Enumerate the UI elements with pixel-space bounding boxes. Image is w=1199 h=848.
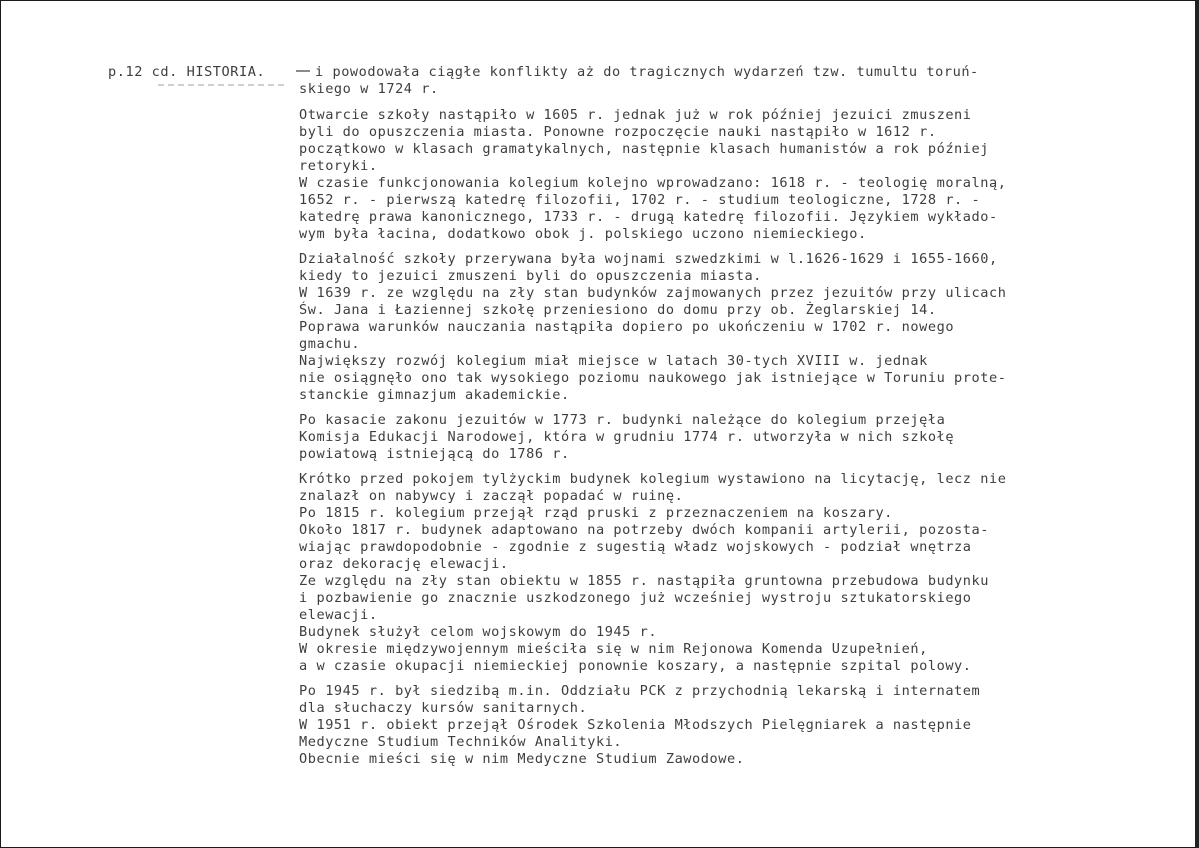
text-line: Komisja Edukacji Narodowej, która w grudniu 1774 r. utworzyła w nich szkołę xyxy=(299,429,955,445)
text-line: oraz dekorację elewacji. xyxy=(299,556,509,572)
text-line: retoryki. xyxy=(299,158,378,174)
text-line: skiego w 1724 r. xyxy=(299,81,439,97)
text-line: gmachu. xyxy=(299,336,361,352)
text-line: znalazł on nabywcy i zaczął popadać w ruinę. xyxy=(299,488,684,504)
text-line: Po 1815 r. kolegium przejął rząd pruski z przeznaczeniem na koszary. xyxy=(299,505,893,521)
text-line: Św. Jana i Łaziennej szkołę przeniesiono do domu przy ob. Żeglarskiej 14. xyxy=(299,302,937,318)
header-dash-mark xyxy=(296,70,310,72)
text-line: stanckie gimnazjum akademickie. xyxy=(299,387,570,403)
text-line: W 1951 r. obiekt przejął Ośrodek Szkolenia Młodszych Pielęgniarek a następnie xyxy=(299,717,972,733)
faint-smudge xyxy=(158,84,286,86)
text-line: wym była łacina, dodatkowo obok j. polskiego uczono niemieckiego. xyxy=(299,226,867,242)
text-line: początkowo w klasach gramatykalnych, następnie klasach humanistów a rok później xyxy=(299,141,989,157)
text-line: W czasie funkcjonowania kolegium kolejno wprowadzano: 1618 r. - teologię moralną, xyxy=(299,175,1007,191)
text-line: byli do opuszczenia miasta. Ponowne rozpoczęcie nauki nastąpiło w 1612 r. xyxy=(299,124,937,140)
text-line: W okresie międzywojennym mieściła się w nim Rejonowa Komenda Uzupełnień, xyxy=(299,641,928,657)
text-line: Ze względu na zły stan obiektu w 1855 r. nastąpiła gruntowna przebudowa budynku xyxy=(299,573,989,589)
text-line: katedrę prawa kanonicznego, 1733 r. - drugą katedrę filozofii. Językiem wykłado- xyxy=(299,209,998,225)
text-line: a w czasie okupacji niemieckiej ponownie koszary, a następnie szpital polowy. xyxy=(299,658,972,674)
text-line: Obecnie mieści się w nim Medyczne Studium Zawodowe. xyxy=(299,751,745,767)
text-line: Największy rozwój kolegium miał miejsce w latach 30-tych XVIII w. jednak xyxy=(299,353,928,369)
text-line: Po 1945 r. był siedzibą m.in. Oddziału PCK z przychodnią lekarską i internatem xyxy=(299,683,981,699)
text-line: Działalność szkoły przerywana była wojnami szwedzkimi w l.1626-1629 i 1655-1660, xyxy=(299,251,998,267)
text-line: dla słuchaczy kursów sanitarnych. xyxy=(299,700,588,716)
text-line: nie osiągnęło ono tak wysokiego poziomu naukowego jak istniejące w Toruniu prote- xyxy=(299,370,1007,386)
text-line: Po kasacie zakonu jezuitów w 1773 r. budynki należące do kolegium przejęła xyxy=(299,412,946,428)
text-line: kiedy to jezuici zmuszeni byli do opuszczenia miasta. xyxy=(299,268,762,284)
page-header-label: p.12 cd. HISTORIA. xyxy=(108,64,266,80)
text-line: 1652 r. - pierwszą katedrę filozofii, 1702 r. - studium teologiczne, 1728 r. - xyxy=(299,192,981,208)
text-line: Otwarcie szkoły nastąpiło w 1605 r. jednak już w rok później jezuici zmuszeni xyxy=(299,107,972,123)
text-line: elewacji. xyxy=(299,607,378,623)
text-line: powiatową istniejącą do 1786 r. xyxy=(299,446,570,462)
text-line: Około 1817 r. budynek adaptowano na potrzeby dwóch kompanii artylerii, pozosta- xyxy=(299,522,989,538)
text-line: wiając prawdopodobnie - zgodnie z sugestią władz wojskowych - podział wnętrza xyxy=(299,539,972,555)
text-line: Krótko przed pokojem tylżyckim budynek kolegium wystawiono na licytację, lecz nie xyxy=(299,471,1007,487)
text-line: Poprawa warunków nauczania nastąpiła dopiero po ukończeniu w 1702 r. nowego xyxy=(299,319,955,335)
text-line: Medyczne Studium Techników Analityki. xyxy=(299,734,623,750)
text-line: W 1639 r. ze względu na zły stan budynków zajmowanych przez jezuitów przy ulicach xyxy=(299,285,1007,301)
text-line: Budynek służył celom wojskowym do 1945 r. xyxy=(299,624,658,640)
text-line: i pozbawienie go znacznie uszkodzonego już wcześniej wystroju sztukatorskiego xyxy=(299,590,972,606)
text-line: i powodowała ciągłe konflikty aż do tragicznych wydarzeń tzw. tumultu toruń- xyxy=(315,64,979,80)
